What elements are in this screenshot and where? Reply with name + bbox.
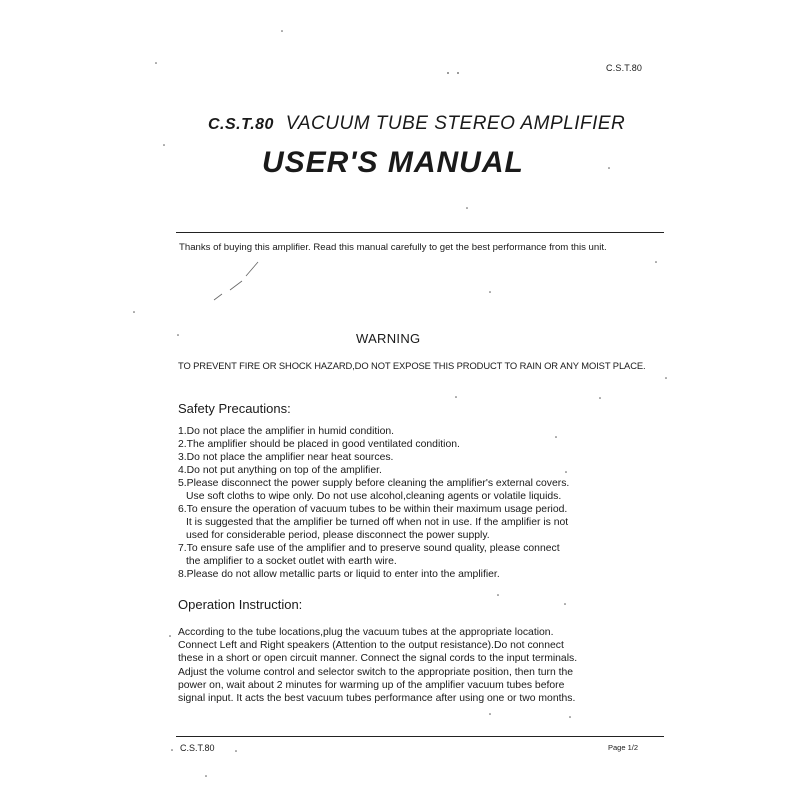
- scan-dot: [455, 396, 457, 398]
- scan-dot: [457, 72, 459, 74]
- header-model-code: C.S.T.80: [606, 63, 643, 73]
- scan-dot: [177, 334, 179, 336]
- title-subtitle-text: VACUUM TUBE STEREO AMPLIFIER: [285, 113, 626, 134]
- safety-heading: Safety Precautions:: [178, 401, 291, 416]
- scan-mark: [214, 294, 222, 300]
- safety-item-line: 1.Do not place the amplifier in humid condition.: [178, 426, 395, 437]
- scan-dot: [599, 397, 601, 399]
- scan-dot: [489, 291, 491, 293]
- operation-line: Adjust the volume control and selector switch to the appropriate position, then turn the: [178, 666, 574, 678]
- scan-dot: [281, 30, 283, 32]
- scan-dot: [155, 62, 157, 64]
- safety-item-line: 7.To ensure safe use of the amplifier and to preserve sound quality, please connect: [178, 543, 560, 554]
- warning-heading: WARNING: [356, 331, 421, 346]
- safety-item-line: 2.The amplifier should be placed in good ventilated condition.: [178, 439, 460, 450]
- document-title: USER'S MANUAL: [262, 146, 524, 179]
- title-model: C.S.T.80: [208, 116, 274, 133]
- operation-line: Connect Left and Right speakers (Attention to the output resistance).Do not connect: [178, 640, 564, 652]
- scan-dot: [555, 436, 557, 438]
- scan-dot: [655, 261, 657, 263]
- scan-dot: [569, 716, 571, 718]
- scan-dot: [447, 72, 449, 74]
- scan-dot: [497, 594, 499, 596]
- intro-text: Thanks of buying this amplifier. Read this manual carefully to get the best performance from this unit.: [179, 242, 607, 253]
- scan-dot: [665, 377, 667, 379]
- safety-item-line: 5.Please disconnect the power supply before cleaning the amplifier's external covers.: [178, 478, 570, 489]
- operation-line: According to the tube locations,plug the vacuum tubes at the appropriate location.: [178, 627, 554, 638]
- warning-text: TO PREVENT FIRE OR SHOCK HAZARD,DO NOT EXPOSE THIS PRODUCT TO RAIN OR ANY MOIST PLACE.: [178, 360, 646, 371]
- safety-item-line: 3.Do not place the amplifier near heat sources.: [178, 452, 394, 463]
- safety-item-line: 6.To ensure the operation of vacuum tubes to be within their maximum usage period.: [178, 504, 568, 515]
- scan-dot: [235, 750, 237, 752]
- scan-dot: [171, 749, 173, 751]
- footer-model-code: C.S.T.80: [180, 743, 215, 753]
- operation-line: power on, wait about 2 minutes for warming up of the amplifier vacuum tubes before: [178, 679, 565, 691]
- safety-item-line: 4.Do not put anything on top of the amplifier.: [178, 465, 382, 476]
- scan-mark: [230, 281, 242, 290]
- operation-heading: Operation Instruction:: [178, 597, 303, 612]
- safety-item-line: It is suggested that the amplifier be turned off when not in use. If the amplifier is not: [186, 517, 569, 528]
- scan-dot: [466, 207, 468, 209]
- scan-dot: [565, 471, 567, 473]
- scan-dot: [163, 144, 165, 146]
- scan-dot: [489, 713, 491, 715]
- safety-item-line: used for considerable period, please disconnect the power supply.: [186, 530, 490, 541]
- safety-item-line: 8.Please do not allow metallic parts or liquid to enter into the amplifier.: [178, 569, 500, 580]
- scan-dot: [205, 775, 207, 777]
- page-number: Page 1/2: [608, 743, 639, 752]
- safety-item-line: the amplifier to a socket outlet with earth wire.: [186, 556, 397, 567]
- scan-dot: [169, 635, 171, 637]
- operation-line: these in a short or open circuit manner. Connect the signal cords to the input terminals.: [178, 653, 578, 665]
- scan-dot: [608, 167, 610, 169]
- safety-item-line: Use soft cloths to wipe only. Do not use alcohol,cleaning agents or volatile liquids.: [186, 491, 562, 502]
- scan-dot: [564, 603, 566, 605]
- scan-dot: [133, 311, 135, 313]
- scan-mark: [246, 262, 258, 276]
- operation-line: signal input. It acts the best vacuum tubes performance after using one or two months.: [178, 693, 576, 705]
